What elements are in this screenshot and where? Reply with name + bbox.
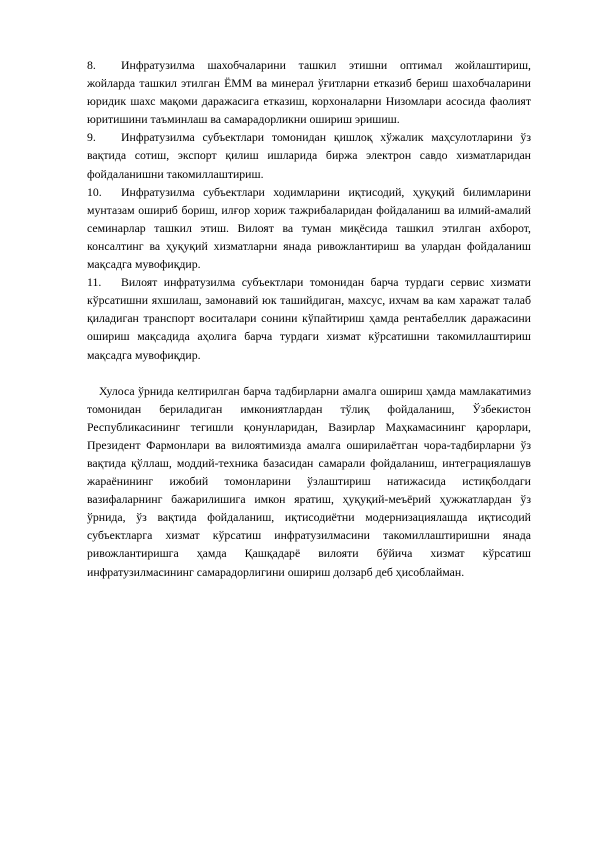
list-item-text: Вилоят инфратузилма субъектлари томонидан барча турдаги сервис хизмати кўрсатишни яхшилаш, замонавий юк ташийдиган, махсус, ихчам ва кам харажат талаб қиладиган транспорт воситалари сонини кўпайтириш ҳамда рентабеллик даражасини ошириш мақсадида аҳолига барча турдаги хизмат кўрсатишни такомиллаштириш мақсадга мувофиқдир. [87,275,531,362]
list-item-number: 8. [87,58,96,72]
list-item-number: 11. [87,275,102,290]
list-item-11 [87,273,531,363]
list-item-10 [87,183,531,273]
list-item-number: 9. [87,130,96,145]
list-item-text: Инфратузилма субъектлари томонидан қишлоқ хўжалик маҳсулотларини ўз вақтида сотиш, экспорт қилиш ишларида биржа электрон савдо хизматларидан фойдаланишни такомиллаштириш. [87,130,531,181]
paragraph-spacer [87,364,531,382]
document-page [87,56,531,581]
conclusion-paragraph: Хулоса ўрнида келтирилган барча тадбирларни амалга ошириш ҳамда мамлакатимиз томонидан бериладиган имкониятлардан тўлиқ фойдаланиш, Ўзбекистон Республикасининг тегишли қонунларидан, Вазирлар Маҳкамасининг қарорлари, Президент Фармонлари ва вилоятимизда амалга оширилаётган чора-тадбирларни ўз вақтида қўллаш, моддий-техника базасидан самарали фойдаланиш, интеграциялашув жараёнининг ижобий томонларини ўзлаштириш натижасида истиқболдаги вазифаларнинг бажарилишига имкон яратиш, ҳуқуқий-меъёрий ҳужжатлардан ўз ўрнида, ўз вақтида фойдаланиш, иқтисодиётни модернизациялашда иқтисодий субъектларга хизмат кўрсатиш инфратузилмасини такомиллаштиришни янада ривожлантиришга ҳамда Қашқадарё вилояти бўйича хизмат кўрсатиш инфратузилмасининг самарадорлигини ошириш долзарб деб ҳисоблайман. [87,383,531,579]
list-item-text: Инфратузилма субъектлари ходимларини иқтисодий, ҳуқуқий билимларини мунтазам ошириб бориш, илғор хориж тажрибаларидан фойдаланиш ва илмий-амалий семинарлар ташкил этиш. Вилоят ва туман миқёсида ташкил этилган ахборот, консалтинг ва ҳуқуқий хизматларни янада ривожлантириш ва улардан фойдаланиш мақсадга мувофиқдир. [87,184,531,272]
list-item-text: Инфратузилма шахобчаларини ташкил этишни оптимал жойлаштириш, жойларда ташкил этилган ЁММ ва минерал ўғитларни етказиб бериш шахобчаларини юридик шахс мақоми даражасига етказиш, корхоналарни Низомлари асосида фаолият юритишини таъминлаш ва самарадорликни ошириш эришиш. [87,58,531,127]
list-item-number: 10. [87,184,102,199]
list-item-9 [87,128,531,182]
list-item-8 [87,56,531,128]
